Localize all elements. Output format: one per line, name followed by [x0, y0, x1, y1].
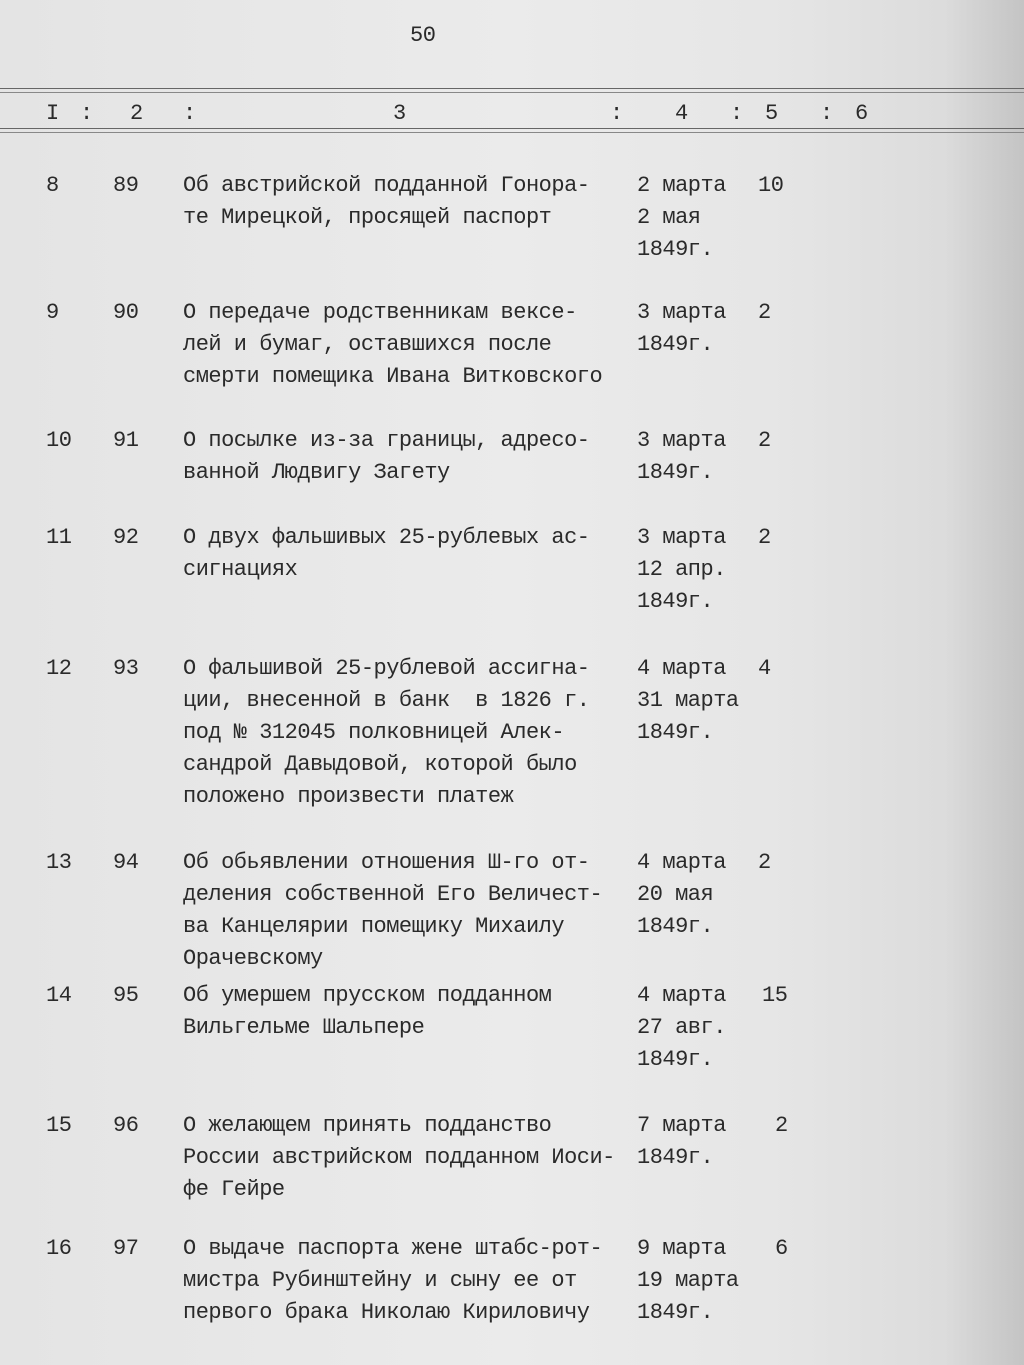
case-dates: 9 марта 19 марта 1849г. [637, 1236, 739, 1325]
header-rule-bottom-2 [0, 132, 1024, 133]
case-description: О посылке из-за границы, адресо- ванной Людвигу Загету [183, 428, 590, 485]
file-number: 90 [113, 300, 139, 325]
case-description: О передаче родственникам вексе- лей и бумаг, оставшихся после смерти помещика Ивана Витковского [183, 300, 603, 389]
row-number: 8 [46, 173, 59, 198]
header-rule-top-2 [0, 92, 1024, 93]
case-description: Об умершем прусском подданном Вильгельме Шальпере [183, 983, 552, 1040]
case-description: Об австрийской подданной Гонора- те Мирецкой, просящей паспорт [183, 173, 590, 230]
header-rule-top [0, 88, 1024, 89]
sheet-count: 2 [758, 428, 771, 453]
case-description: О желающем принять подданство России австрийском подданном Иоси- фе Гейре [183, 1113, 615, 1202]
file-number: 92 [113, 525, 139, 550]
file-number: 91 [113, 428, 139, 453]
case-description: О выдаче паспорта жене штабс-рот- мистра Рубинштейну и сыну ее от первого брака Николаю Кириловичу [183, 1236, 603, 1325]
sheet-count: 2 [758, 300, 771, 325]
file-number: 97 [113, 1236, 139, 1261]
case-description: Об обьявлении отношения Ш-го от- деления собственной Его Величест- ва Канцелярии помещику Михаилу Орачевскому [183, 850, 603, 971]
case-dates: 2 марта 2 мая 1849г. [637, 173, 726, 262]
col-header-5: 5 [765, 101, 778, 126]
page-edge-shadow [944, 0, 1024, 1365]
col-header-2: 2 [130, 101, 143, 126]
file-number: 95 [113, 983, 139, 1008]
col-header-6: 6 [855, 101, 868, 126]
sheet-count: 10 [758, 173, 784, 198]
sheet-count: 2 [758, 525, 771, 550]
row-number: 10 [46, 428, 72, 453]
file-number: 96 [113, 1113, 139, 1138]
case-dates: 7 марта 1849г. [637, 1113, 726, 1170]
col-header-4: 4 [675, 101, 688, 126]
row-number: 13 [46, 850, 72, 875]
row-number: 12 [46, 656, 72, 681]
sheet-count: 15 [762, 983, 788, 1008]
case-dates: 4 марта 27 авг. 1849г. [637, 983, 726, 1072]
page-number: 50 [410, 23, 436, 48]
row-number: 16 [46, 1236, 72, 1261]
file-number: 93 [113, 656, 139, 681]
case-dates: 3 марта 1849г. [637, 300, 726, 357]
row-number: 15 [46, 1113, 72, 1138]
case-dates: 3 марта 12 апр. 1849г. [637, 525, 726, 614]
sheet-count: 6 [775, 1236, 788, 1261]
case-dates: 4 марта 31 марта 1849г. [637, 656, 739, 745]
file-number: 94 [113, 850, 139, 875]
case-description: О двух фальшивых 25-рублевых ас- сигнациях [183, 525, 590, 582]
file-number: 89 [113, 173, 139, 198]
case-dates: 3 марта 1849г. [637, 428, 726, 485]
sheet-count: 4 [758, 656, 771, 681]
sheet-count: 2 [775, 1113, 788, 1138]
col-header-3: 3 [393, 101, 406, 126]
col-header-1: I [46, 101, 59, 126]
case-dates: 4 марта 20 мая 1849г. [637, 850, 726, 939]
sheet-count: 2 [758, 850, 771, 875]
row-number: 11 [46, 525, 72, 550]
row-number: 9 [46, 300, 59, 325]
case-description: О фальшивой 25-рублевой ассигна- ции, внесенной в банк в 1826 г. под № 312045 полковницей Алек- сандрой Давыдовой, которой было положено произвести платеж [183, 656, 590, 809]
row-number: 14 [46, 983, 72, 1008]
header-rule-bottom [0, 128, 1024, 129]
